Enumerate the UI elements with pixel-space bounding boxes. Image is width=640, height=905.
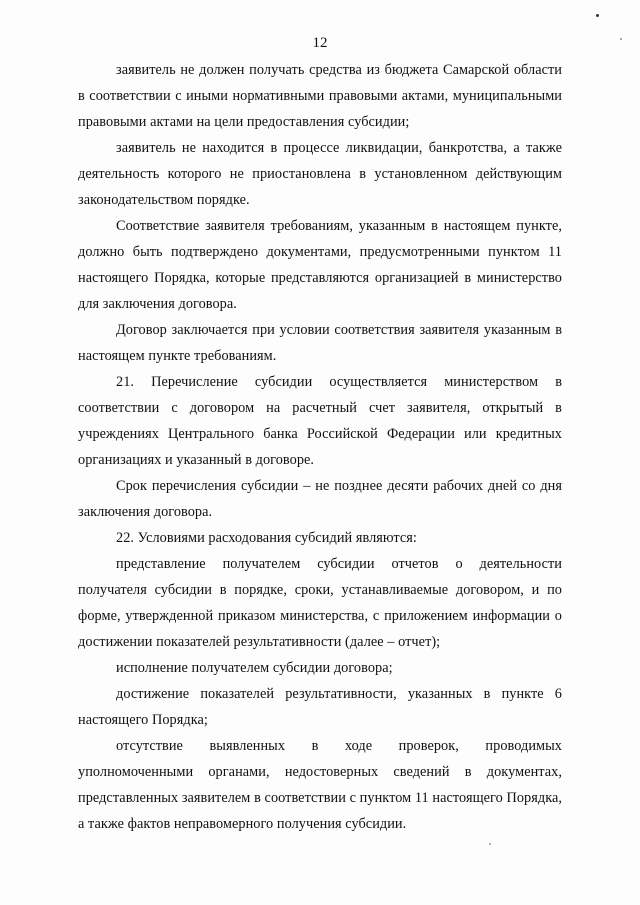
paragraph-contract-execution: исполнение получателем субсидии договора; bbox=[116, 660, 393, 676]
scan-speck bbox=[596, 14, 599, 17]
paragraph-applicant-not-liquidated: заявитель не находится в процессе ликвидации, банкротства, а также деятельность которого не приостановлена в установленном действующим законодательством порядке. bbox=[78, 140, 562, 208]
document-body bbox=[78, 57, 562, 837]
paragraph-21-subsidy-transfer: 21. Перечисление субсидии осуществляется министерством в соответствии с договором на расчетный счет заявителя, открытый в учреждениях Центрального банка Российской Федерации или кредитных организациях и указанный в договоре. bbox=[78, 374, 562, 468]
paragraph-performance-indicators: достижение показателей результативности, указанных в пункте 6 настоящего Порядка; bbox=[78, 686, 562, 728]
paragraph-report-submission: представление получателем субсидии отчетов о деятельности получателя субсидии в порядке, сроки, устанавливаемые договором, и по форме, утвержденной приказом министерства, с приложением информации о достижении показателей результативности (далее – отчет); bbox=[78, 556, 562, 650]
paragraph-22-spending-conditions: 22. Условиями расходования субсидий являются: bbox=[116, 530, 417, 546]
paragraph-no-violations: отсутствие выявленных в ходе проверок, проводимых уполномоченными органами, недостоверных сведений в документах, представленных заявителем в соответствии с пунктом 11 настоящего Порядка, а также фактов неправомерного получения субсидии. bbox=[78, 738, 562, 832]
paragraph-contract-conclusion: Договор заключается при условии соответствия заявителя указанным в настоящем пункте требованиям. bbox=[78, 322, 562, 364]
scan-speck bbox=[489, 843, 491, 845]
paragraph-requirements-confirmation: Соответствие заявителя требованиям, указанным в настоящем пункте, должно быть подтверждено документами, предусмотренными пунктом 11 настоящего Порядка, которые представляются организацией в министерство для заключения договора. bbox=[78, 218, 562, 312]
paragraph-applicant-no-budget-funds: заявитель не должен получать средства из бюджета Самарской области в соответствии с иными нормативными правовыми актами, муниципальными правовыми актами на цели предоставления субсидии; bbox=[78, 62, 562, 130]
page-number: 12 bbox=[312, 35, 328, 51]
paragraph-transfer-deadline: Срок перечисления субсидии – не позднее десяти рабочих дней со дня заключения договора. bbox=[78, 478, 562, 520]
